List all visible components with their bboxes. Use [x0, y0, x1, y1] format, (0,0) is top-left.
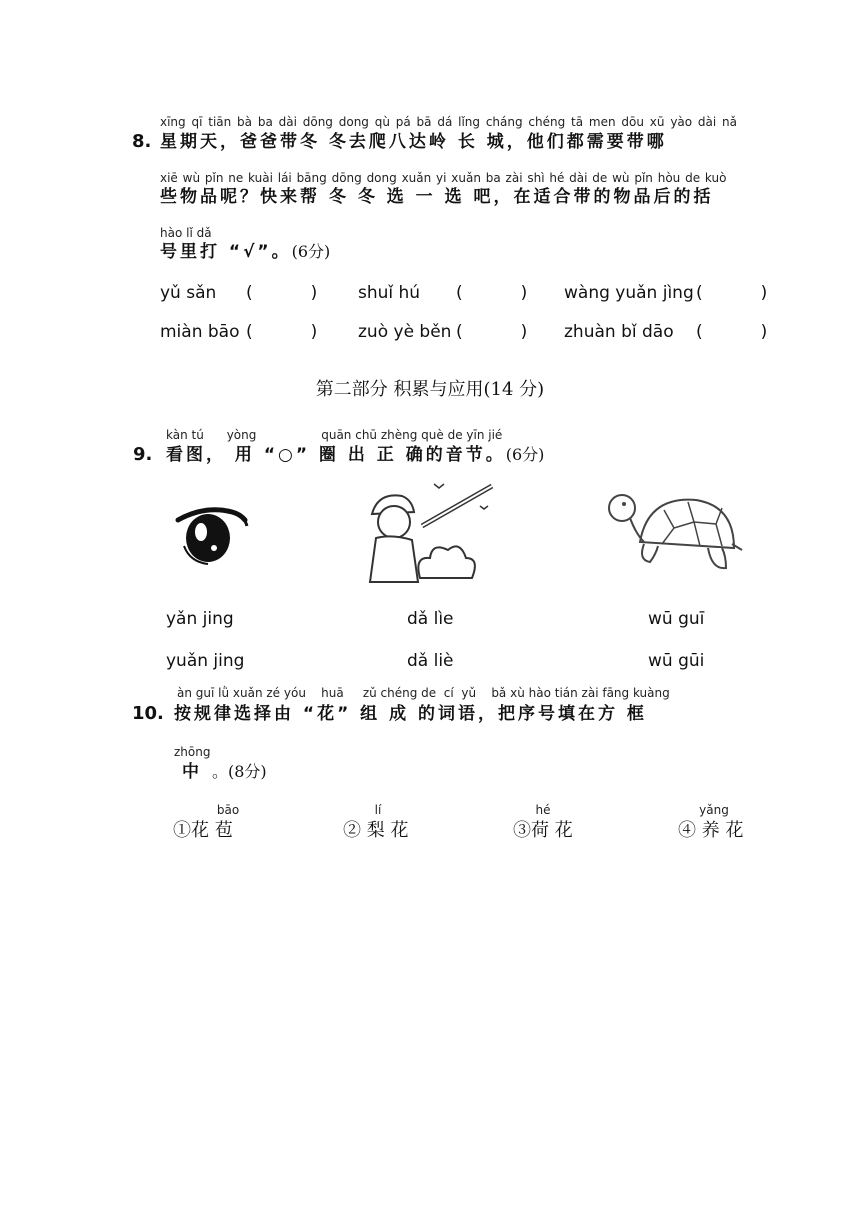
section-2-title: 第二部分 积累与应用(14 分) [315, 379, 545, 400]
q8-item-3-label: wàng yuǎn jìng [564, 283, 694, 303]
q10-line2-main: 中 [182, 762, 202, 782]
q10-choice-1[interactable]: ①花 苞 [173, 820, 233, 841]
eye-highlight-large [195, 523, 207, 541]
q9-option-2a[interactable]: dǎ lìe [407, 609, 454, 629]
turtle-back-leg [708, 548, 726, 568]
q8-line2-text: 些物品呢？快来帮 冬 冬 选 一 选 吧，在适合带的物品后的括 [160, 187, 714, 207]
q8-number: 8. [132, 131, 152, 152]
q10-score: 。(8分) [212, 762, 267, 781]
q8-line1-text: 星期天，爸爸带冬 冬去爬八达岭 长 城，他们都需要带哪 [160, 132, 667, 152]
q10-number: 10. [132, 703, 164, 724]
q9-line-pinyin: kàn tú yòng quān chū zhèng què de yīn jié [166, 428, 503, 442]
q9-score: (6分) [505, 445, 545, 464]
q9-line-main: 看图， 用 “○” 圈 出 正 确的音节。 [166, 445, 506, 465]
q8-item-4-paren[interactable]: ( ) [246, 322, 326, 342]
q8-item-4-label: miàn bāo [160, 322, 240, 342]
q10-choice-2[interactable]: ② 梨 花 [343, 820, 409, 841]
q8-line1-pinyin: xīng qī tiān bà ba dài dōng dong qù pá bā dá lǐng cháng chéng tā men dōu xū yào dài nǎ [160, 115, 738, 129]
q8-item-6-paren[interactable]: ( ) [696, 322, 776, 342]
eye-highlight-small [211, 545, 217, 551]
q10-line2-text [182, 761, 267, 783]
q10-choice-3[interactable]: ③荷 花 [513, 820, 573, 841]
q8-item-6-label: zhuàn bǐ dāo [564, 322, 674, 342]
q8-line3-text [160, 241, 330, 263]
q9-option-2b[interactable]: dǎ liè [407, 651, 454, 671]
q8-item-5-paren[interactable]: ( ) [456, 322, 536, 342]
eye-iris [186, 514, 230, 562]
q9-option-1b[interactable]: yuǎn jing [166, 651, 245, 671]
q10-choice-1-pinyin: bāo [216, 803, 240, 817]
turtle-front-leg [642, 544, 658, 562]
turtle-head [609, 495, 635, 521]
q8-item-1-label: yǔ sǎn [160, 283, 217, 303]
q9-option-3b[interactable]: wū gūi [648, 651, 705, 671]
q8-item-2-label: shuǐ hú [358, 283, 421, 303]
q10-line2-pinyin: zhōng [174, 745, 211, 759]
q8-score: (6分) [291, 242, 331, 261]
hunter-body [370, 536, 418, 582]
eye-picture [170, 500, 260, 575]
q8-item-2-paren[interactable]: ( ) [456, 283, 536, 303]
q10-choice-2-pinyin: lí [374, 803, 382, 817]
q9-option-3a[interactable]: wū guī [648, 609, 705, 629]
hunter-picture [362, 478, 502, 588]
q10-choice-4[interactable]: ④ 养 花 [678, 820, 744, 841]
bird-right [480, 506, 488, 509]
q8-item-5-label: zuò yè běn [358, 322, 452, 342]
hunter-head [378, 506, 410, 538]
turtle-neck [630, 518, 644, 542]
hunter-gun-inner [422, 486, 492, 526]
q9-line-text [166, 444, 544, 466]
q8-item-1-paren[interactable]: ( ) [246, 283, 326, 303]
q8-line3-main: 号里打 “√”。 [160, 242, 292, 262]
bird-left [434, 484, 444, 488]
q9-number: 9. [133, 444, 153, 465]
bush [418, 546, 475, 578]
q8-line3-pinyin: hào lǐ dǎ [160, 226, 212, 240]
q10-choice-4-pinyin: yǎng [699, 803, 729, 817]
turtle-picture [604, 488, 744, 578]
q9-option-1a[interactable]: yǎn jing [166, 609, 234, 629]
q8-item-3-paren[interactable]: ( ) [696, 283, 776, 303]
q10-choice-3-pinyin: hé [535, 803, 551, 817]
q8-line2-pinyin: xiē wù pǐn ne kuài lái bāng dōng dong xuǎn yi xuǎn ba zài shì hé dài de wù pǐn hòu de kuò [160, 171, 727, 185]
turtle-eye [622, 502, 626, 506]
q10-line1-pinyin: àn guī lǜ xuǎn zé yóu huā zǔ chéng de cí yǔ bǎ xù hào tián zài fāng kuàng [177, 686, 670, 700]
q10-line1-text: 按规律选择由 “花” 组 成 的词语，把序号填在方 框 [174, 704, 647, 724]
